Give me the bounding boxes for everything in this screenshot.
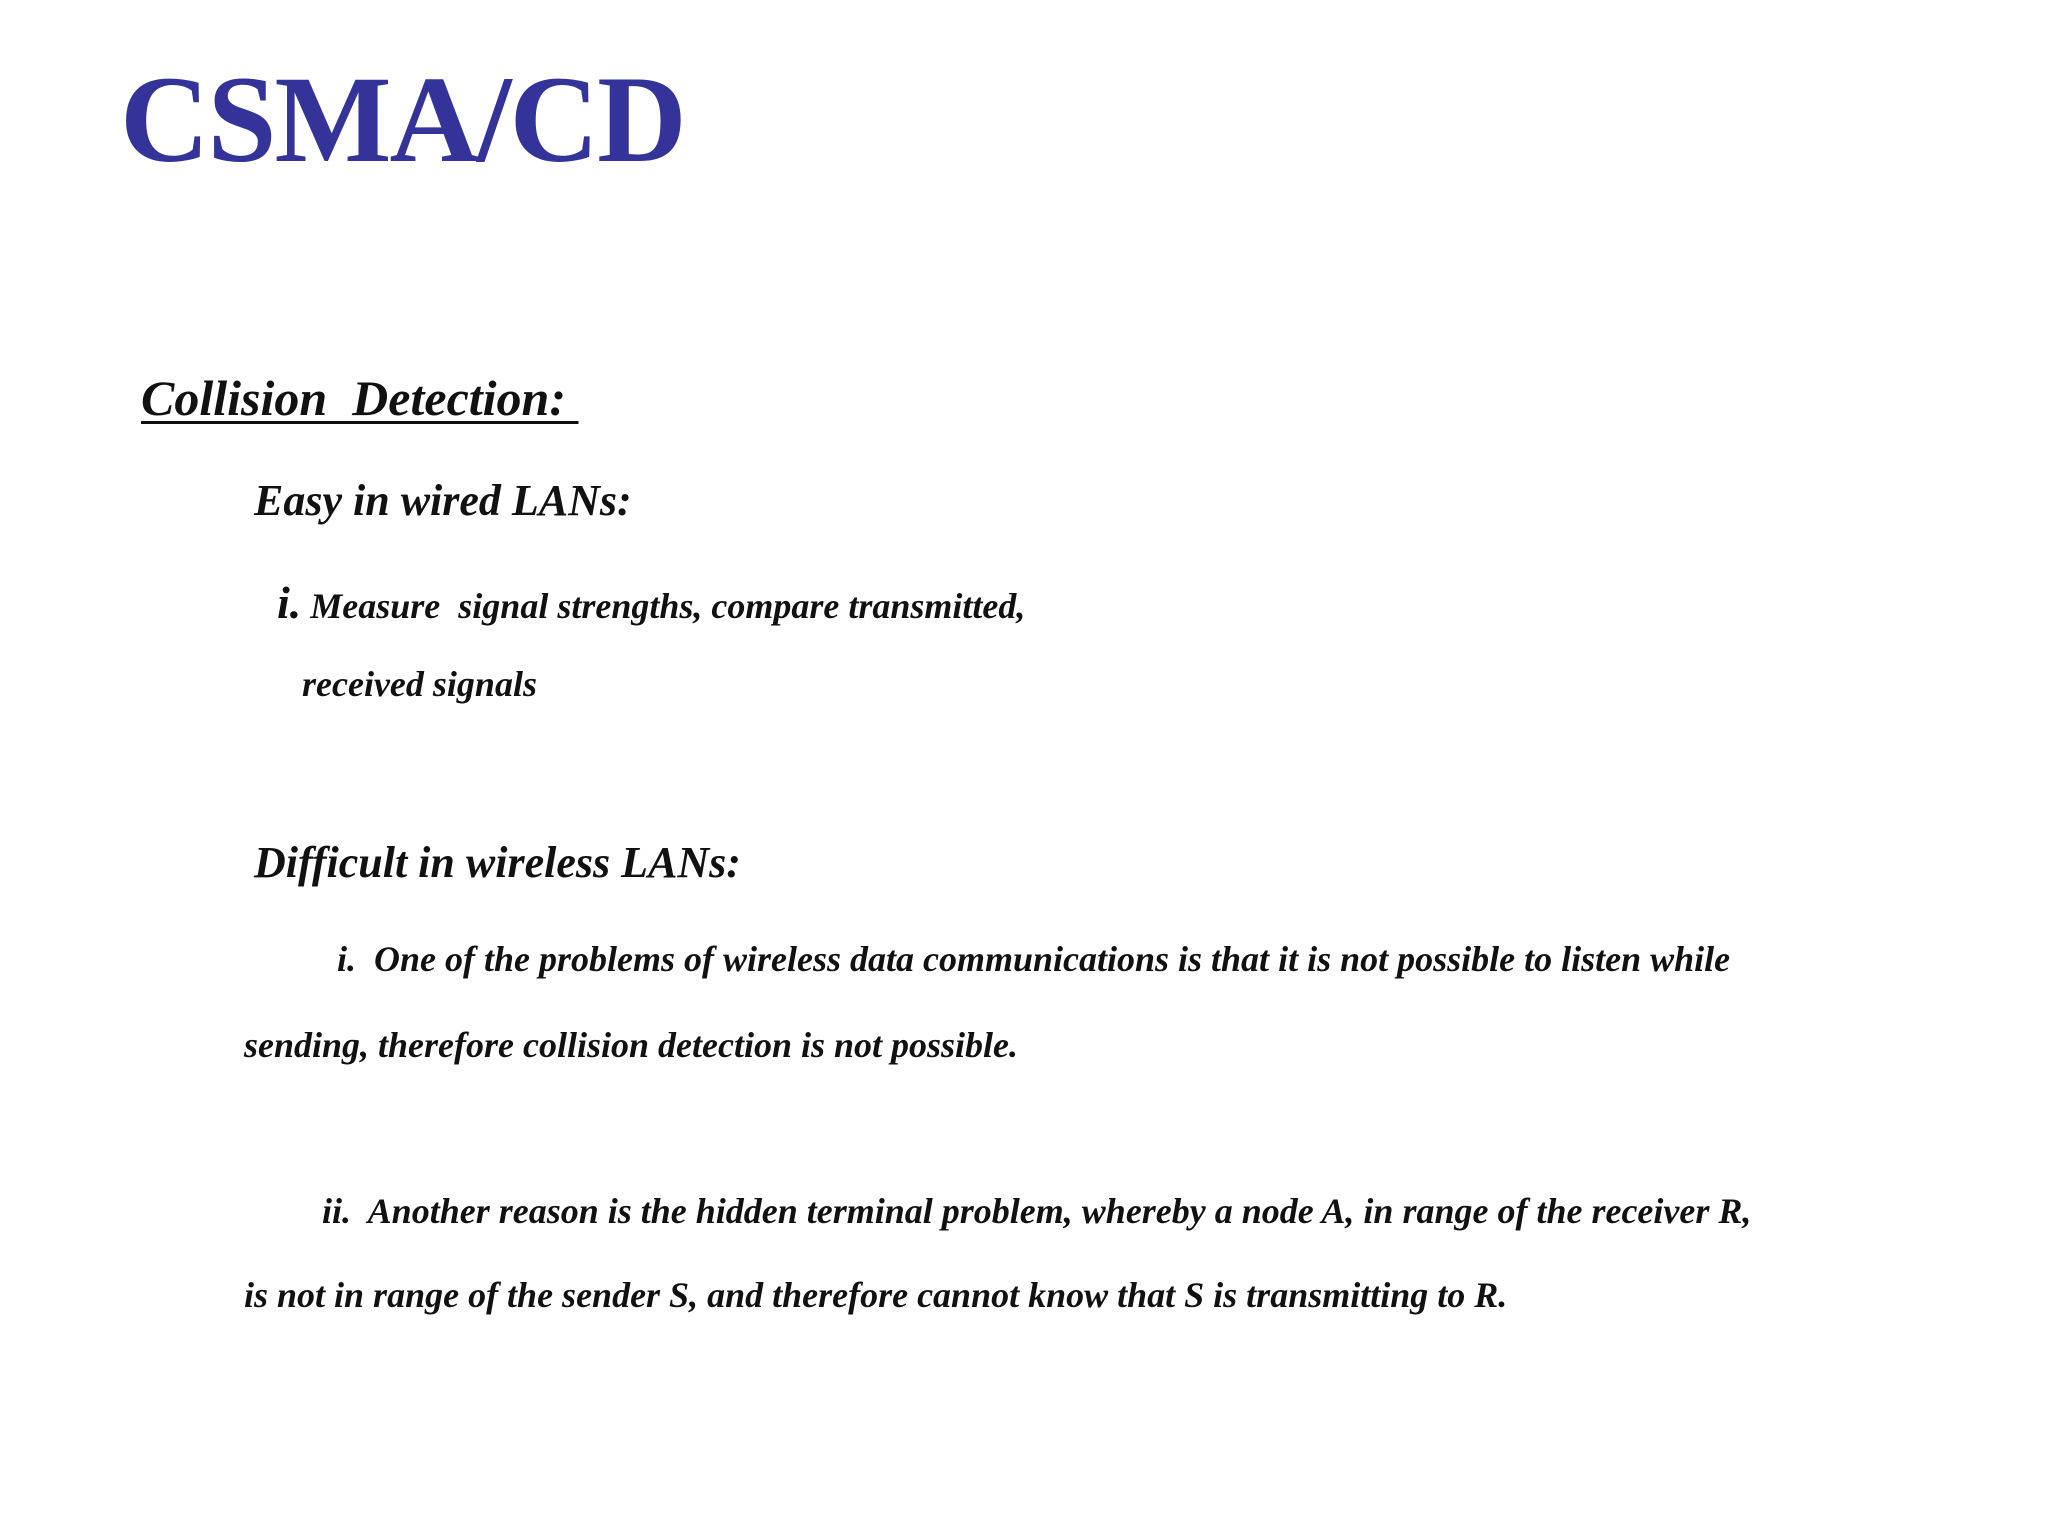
difficult-item-1-line-2: sending, therefore collision detection is not possible. (244, 1025, 1019, 1065)
difficult-item-2-line-2: is not in range of the sender S, and therefore cannot know that S is transmitting to R. (244, 1275, 1508, 1315)
list-marker-i: i. (277, 577, 302, 628)
section-heading-collision-detection: Collision Detection: (141, 370, 579, 426)
easy-item-line-2: received signals (302, 664, 537, 704)
subheading-difficult-wireless: Difficult in wireless LANs: (254, 838, 741, 887)
easy-item-line-1 (277, 575, 1025, 630)
slide-title: CSMA/CD (120, 51, 685, 188)
difficult-item-1-line-1: i. One of the problems of wireless data communications is that it is not possible to listen while (337, 939, 1731, 979)
subheading-easy-wired: Easy in wired LANs: (254, 476, 632, 525)
difficult-item-2-line-1: ii. Another reason is the hidden terminal problem, whereby a node A, in range of the receiver R, (322, 1191, 1752, 1231)
easy-item-text: Measure signal strengths, compare transmitted, (301, 586, 1026, 626)
